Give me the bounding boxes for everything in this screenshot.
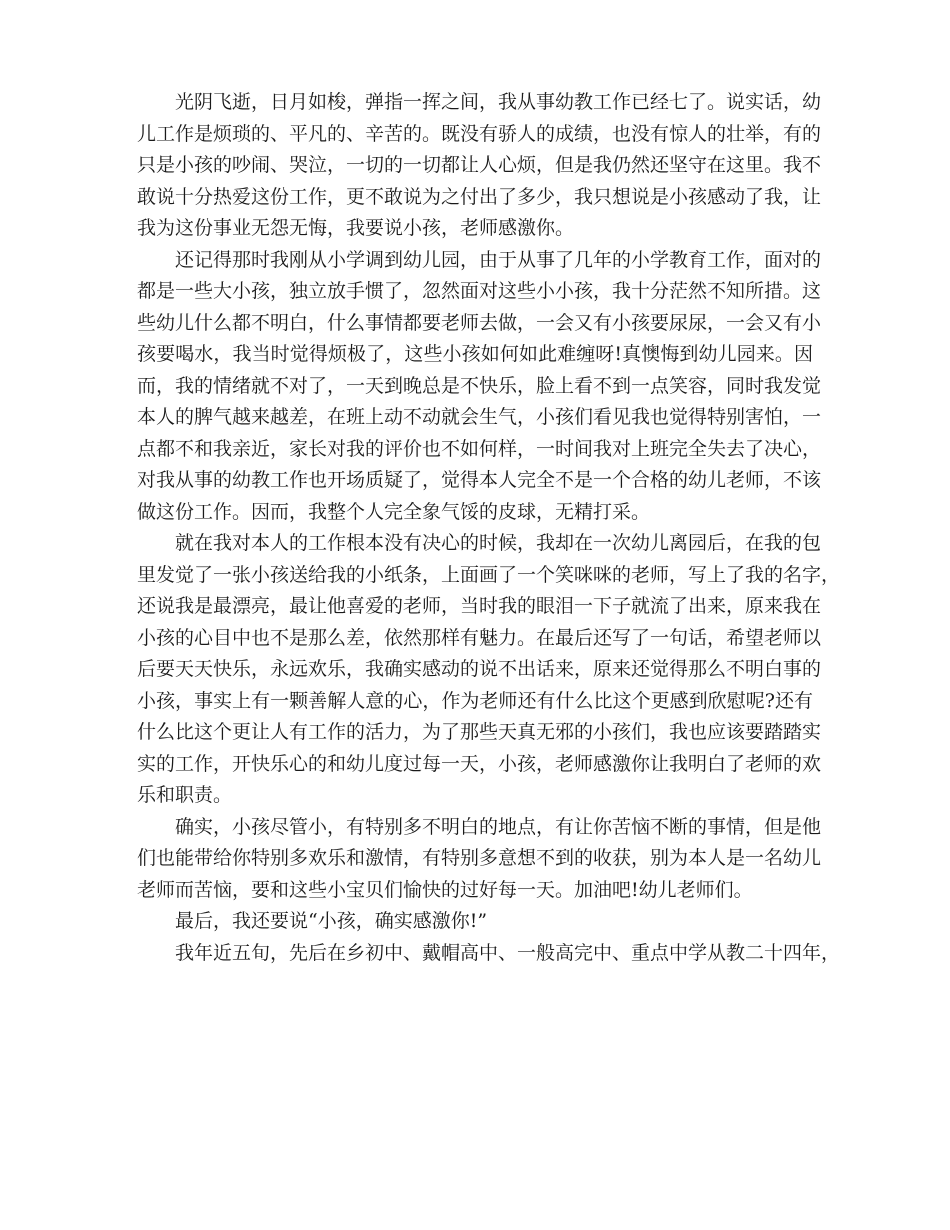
text-line: 些幼儿什么都不明白，什么事情都要老师去做，一会又有小孩要尿尿，一会又有小 [137, 311, 822, 334]
text-line: 实的工作，开快乐心的和幼儿度过每一天，小孩，老师感激你让我明白了老师的欢 [137, 752, 822, 775]
text-line: 们也能带给你特别多欢乐和激情，有特别多意想不到的收获，别为本人是一名幼儿 [137, 847, 822, 869]
text-line: 儿工作是烦琐的、平凡的、辛苦的。既没有骄人的成绩，也没有惊人的壮举，有的 [137, 122, 822, 145]
text-line: 老师而苦恼，要和这些小宝贝们愉快的过好每一天。加油吧!幼儿老师们。 [137, 878, 753, 901]
text-line: 小孩的心目中也不是那么差，依然那样有魅力。在最后还写了一句话，希望老师以 [137, 626, 822, 649]
text-line: 对我从事的幼教工作也开场质疑了，觉得本人完全不是一个合格的幼儿老师，不该 [137, 469, 822, 491]
paragraph [137, 812, 822, 907]
text-line: 我为这份事业无怨无悔，我要说小孩，老师感激你。 [137, 217, 575, 239]
text-line: 点都不和我亲近，家长对我的评价也不如何样，一时间我对上班完全失去了决心， [137, 437, 822, 460]
text-line: 还说我是最漂亮，最让他喜爱的老师，当时我的眼泪一下子就流了出来，原来我在 [137, 595, 822, 617]
text-line: 小孩，事实上有一颗善解人意的心，作为老师还有什么比这个更感到欣慰呢?还有 [137, 689, 813, 712]
text-line: 只是小孩的吵闹、哭泣，一切的一切都让人心烦，但是我仍然还坚守在这里。我不 [137, 154, 822, 176]
text-line: 什么比这个更让人有工作的活力，为了那些天真无邪的小孩们，我也应该要踏踏实 [137, 721, 822, 743]
text-line: 我年近五旬，先后在乡初中、戴帽高中、一般高完中、重点中学从教二十四年， [175, 941, 841, 964]
paragraph [137, 245, 822, 529]
paragraph [137, 938, 841, 970]
text-line: 孩要喝水，我当时觉得烦极了，这些小孩如何如此难缠呀!真懊悔到幼儿园来。因 [137, 343, 813, 365]
text-line: 乐和职责。 [137, 784, 233, 806]
text-line: 光阴飞逝，日月如梭，弹指一挥之间，我从事幼教工作已经七了。说实话，幼 [175, 91, 822, 113]
paragraph [137, 906, 813, 938]
text-line: 后要天天快乐，永远欢乐，我确实感动的说不出话来，原来还觉得那么不明白事的 [137, 658, 822, 680]
text-line: 还记得那时我刚从小学调到幼儿园，由于从事了几年的小学教育工作，面对的 [175, 248, 822, 271]
text-line: 而，我的情绪就不对了，一天到晚总是不快乐，脸上看不到一点笑容，同时我发觉 [137, 374, 822, 397]
paragraph [137, 528, 841, 812]
text-line: 做这份工作。因而，我整个人完全象气馁的皮球，无精打采。 [137, 500, 651, 523]
text-line: 里发觉了一张小孩送给我的小纸条，上面画了一个笑咪咪的老师，写上了我的名字， [137, 563, 841, 586]
text-line: 最后，我还要说“小孩，确实感激你!” [175, 910, 488, 932]
document-body [137, 87, 841, 969]
paragraph [137, 87, 822, 245]
text-line: 都是一些大小孩，独立放手惯了，忽然面对这些小小孩，我十分茫然不知所措。这 [137, 280, 822, 302]
text-line: 确实，小孩尽管小，有特别多不明白的地点，有让你苦恼不断的事情，但是他 [175, 815, 822, 838]
text-line: 敢说十分热爱这份工作，更不敢说为之付出了多少，我只想说是小孩感动了我，让 [137, 185, 822, 208]
text-line: 就在我对本人的工作根本没有决心的时候，我却在一次幼儿离园后，在我的包 [175, 532, 822, 554]
text-line: 本人的脾气越来越差，在班上动不动就会生气，小孩们看见我也觉得特别害怕，一 [137, 406, 822, 428]
